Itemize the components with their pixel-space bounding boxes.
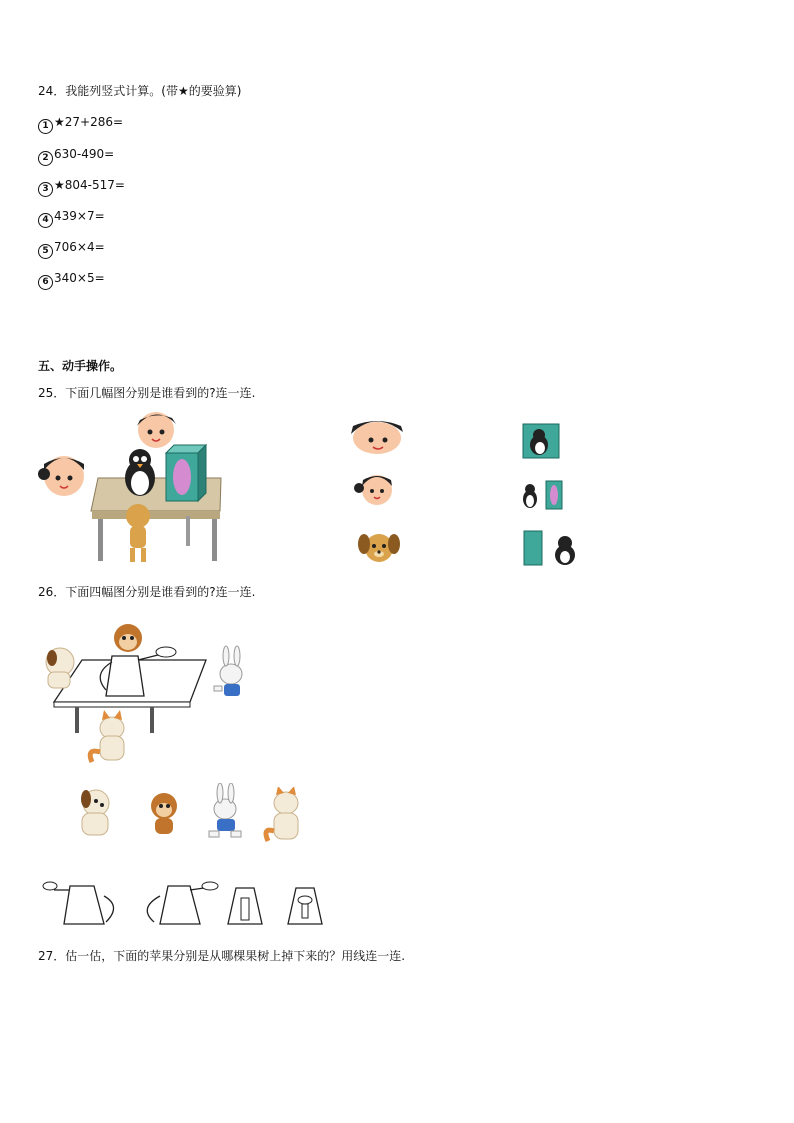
item-expression: 340×5= xyxy=(54,271,105,285)
q25-title: 25．下面几幅图分别是谁看到的?连一连. xyxy=(38,386,256,400)
q25-scene-illustration xyxy=(36,408,236,568)
q24-item-6 xyxy=(38,270,105,290)
item-number: 5 xyxy=(38,244,53,259)
item-number: 4 xyxy=(38,213,53,228)
view-penguin-left-box-right-icon xyxy=(519,479,565,511)
item-number: 2 xyxy=(38,151,53,166)
q26-view-shapes xyxy=(40,876,330,928)
boy-face-icon xyxy=(345,416,407,456)
item-expression: ★27+286= xyxy=(54,115,124,129)
rabbit-icon xyxy=(205,783,247,841)
section-title: 五、动手操作。 xyxy=(38,359,123,373)
item-number: 3 xyxy=(38,182,53,197)
item-expression: ★804-517= xyxy=(54,178,125,192)
view-box-front-penguin-icon xyxy=(522,423,560,459)
item-number: 6 xyxy=(38,275,53,290)
item-number: 1 xyxy=(38,119,53,134)
item-expression: 706×4= xyxy=(54,240,105,254)
cat-icon xyxy=(262,787,302,843)
q27-title: 27．估一估，下面的苹果分别是从哪棵果树上掉下来的？用线连一连. xyxy=(38,949,406,963)
view-can-handle-front-icon xyxy=(228,888,262,924)
item-expression: 630-490= xyxy=(54,147,115,161)
q24-item-4 xyxy=(38,208,105,228)
view-can-spout-left-icon xyxy=(43,882,114,924)
q24-item-5 xyxy=(38,239,105,259)
q24-item-3 xyxy=(38,177,125,197)
q26-title: 26．下面四幅图分别是谁看到的?连一连. xyxy=(38,585,256,599)
q24-item-2 xyxy=(38,146,114,166)
q26-scene-illustration xyxy=(40,618,250,766)
dog-icon xyxy=(74,785,114,837)
view-can-spout-front-icon xyxy=(288,888,322,924)
girl-face-icon xyxy=(349,470,401,506)
view-box-left-penguin-right-icon xyxy=(523,529,581,567)
monkey-icon xyxy=(144,790,186,836)
dog-face-icon xyxy=(356,528,402,566)
item-expression: 439×7= xyxy=(54,209,105,223)
q24-title: 24．我能列竖式计算。(带★的要验算) xyxy=(38,84,242,98)
q24-item-1 xyxy=(38,114,123,134)
view-can-spout-right-icon xyxy=(147,882,218,924)
